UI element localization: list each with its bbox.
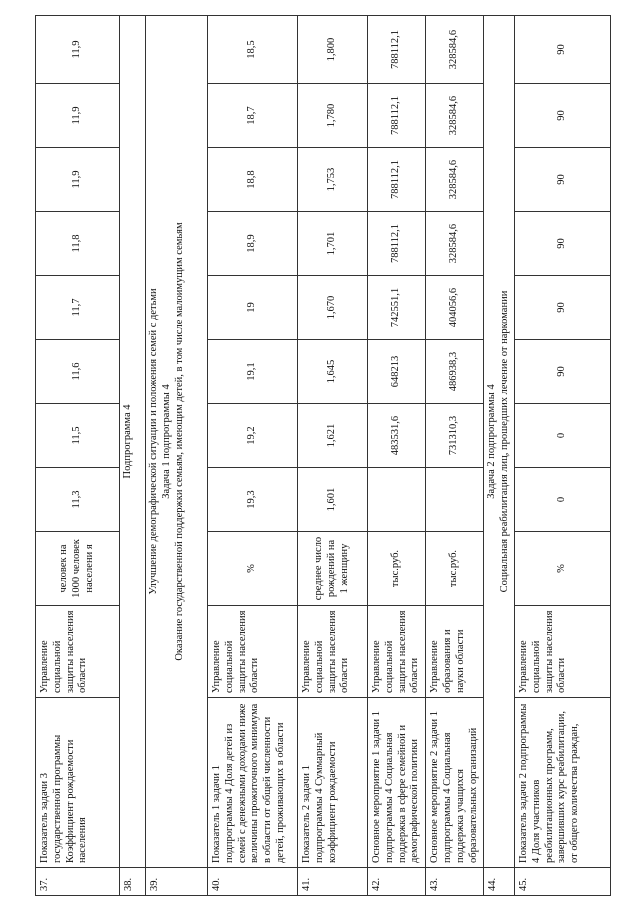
unit: % [514,532,610,606]
value-cell: 788112,1 [368,84,426,148]
table-row [368,16,426,896]
value-cell: 1,601 [298,468,368,532]
unit: тыс.руб. [426,532,484,606]
value-cell: 11,5 [36,404,120,468]
value-cell: 1,800 [298,16,368,84]
value-cell: 11,7 [36,276,120,340]
row-number: 42. [368,868,426,896]
executor: Управление социальной защиты населения области [514,606,610,698]
row-number: 41. [298,868,368,896]
value-cell: 19,3 [208,468,298,532]
indicators-table [35,15,611,896]
value-cell: 1,701 [298,212,368,276]
value-cell: 328584,6 [426,16,484,84]
value-cell: 486938,3 [426,340,484,404]
subprogram-goal: Улучшение демографической ситуации и положения семей с детьми [148,288,159,595]
task-description: Социальная реабилитация лиц, прошедших лечение от наркомании [499,290,511,593]
section-heading [484,16,515,868]
table-row [36,16,120,896]
row-number: 44. [484,868,515,896]
executor: Управление социальной защиты населения области [208,606,298,698]
value-cell: 0 [514,468,610,532]
row-number: 40. [208,868,298,896]
value-cell: 19,1 [208,340,298,404]
table-row [514,16,610,896]
value-cell: 11,8 [36,212,120,276]
value-cell: 1,645 [298,340,368,404]
value-cell: 788112,1 [368,16,426,84]
value-cell: 483531,6 [368,404,426,468]
table-row [146,16,208,896]
value-cell: 0 [514,404,610,468]
table-row [298,16,368,896]
value-cell: 731310,3 [426,404,484,468]
value-cell: 404056,6 [426,276,484,340]
value-cell: 18,8 [208,148,298,212]
indicator-name: Показатель 2 задачи 1 подпрограммы 4 Суммарный коэффициент рождаемости [298,698,368,868]
task-description: Оказание государственной поддержки семьям, имеющим детей, в том числе малоимущим семьям [173,222,185,661]
value-cell: 788112,1 [368,212,426,276]
unit: среднее число рождений на 1 женщину [298,532,368,606]
indicator-name: Показатель 1 задачи 1 подпрограммы 4 Доля детей из семей с денежными доходами ниже величины прожиточного минимума в области от общей численности детей, проживающих в области [208,698,298,868]
value-cell [426,468,484,532]
value-cell: 90 [514,276,610,340]
value-cell: 1,621 [298,404,368,468]
executor: Управление образования и науки области [426,606,484,698]
value-cell: 648213 [368,340,426,404]
indicator-name: Показатель задачи 3 государственной программы Коэффициент рождаемости населения [36,698,120,868]
value-cell: 742551,1 [368,276,426,340]
indicator-name: Основное мероприятие 1 задачи 1 подпрограммы 4 Социальная поддержка в сфере семейной и демографической политики [368,698,426,868]
value-cell: 1,670 [298,276,368,340]
table-row [484,16,515,896]
value-cell: 90 [514,84,610,148]
value-cell: 90 [514,212,610,276]
row-number: 45. [514,868,610,896]
value-cell: 18,9 [208,212,298,276]
executor: Управление социальной защиты населения области [298,606,368,698]
unit: человек на 1000 человек населени я [36,532,120,606]
table-row [208,16,298,896]
value-cell: 328584,6 [426,148,484,212]
value-cell: 11,6 [36,340,120,404]
unit: тыс.руб. [368,532,426,606]
task-heading: Задача 2 подпрограммы 4 [486,384,498,499]
value-cell: 90 [514,340,610,404]
value-cell: 1,753 [298,148,368,212]
executor: Управление социальной защиты населения области [36,606,120,698]
value-cell: 18,5 [208,16,298,84]
value-cell: 19,2 [208,404,298,468]
value-cell: 1,780 [298,84,368,148]
section-heading [146,16,208,868]
row-number: 43. [426,868,484,896]
row-number: 38. [120,868,146,896]
row-number: 37. [36,868,120,896]
value-cell: 11,9 [36,84,120,148]
value-cell: 11,9 [36,16,120,84]
value-cell: 11,9 [36,148,120,212]
value-cell: 90 [514,148,610,212]
value-cell: 328584,6 [426,212,484,276]
value-cell: 328584,6 [426,84,484,148]
value-cell: 788112,1 [368,148,426,212]
indicator-name: Основное мероприятие 2 задачи 1 подпрограммы 4 Социальная поддержка учащихся образовательных организаций [426,698,484,868]
value-cell: 19 [208,276,298,340]
value-cell: 11,3 [36,468,120,532]
table-row [120,16,146,896]
executor: Управление социальной защиты населения области [368,606,426,698]
unit: % [208,532,298,606]
section-heading: Подпрограмма 4 [120,16,146,868]
value-cell: 18,7 [208,84,298,148]
task-heading: Задача 1 подпрограммы 4 [160,384,172,499]
indicator-name: Показатель задачи 2 подпрограммы 4 Доля участников реабилитационных программ, завершивших курс реабилитации, от общего количества граждан, [514,698,610,868]
table-row [426,16,484,896]
value-cell: 90 [514,16,610,84]
row-number: 39. [146,868,208,896]
value-cell [368,468,426,532]
